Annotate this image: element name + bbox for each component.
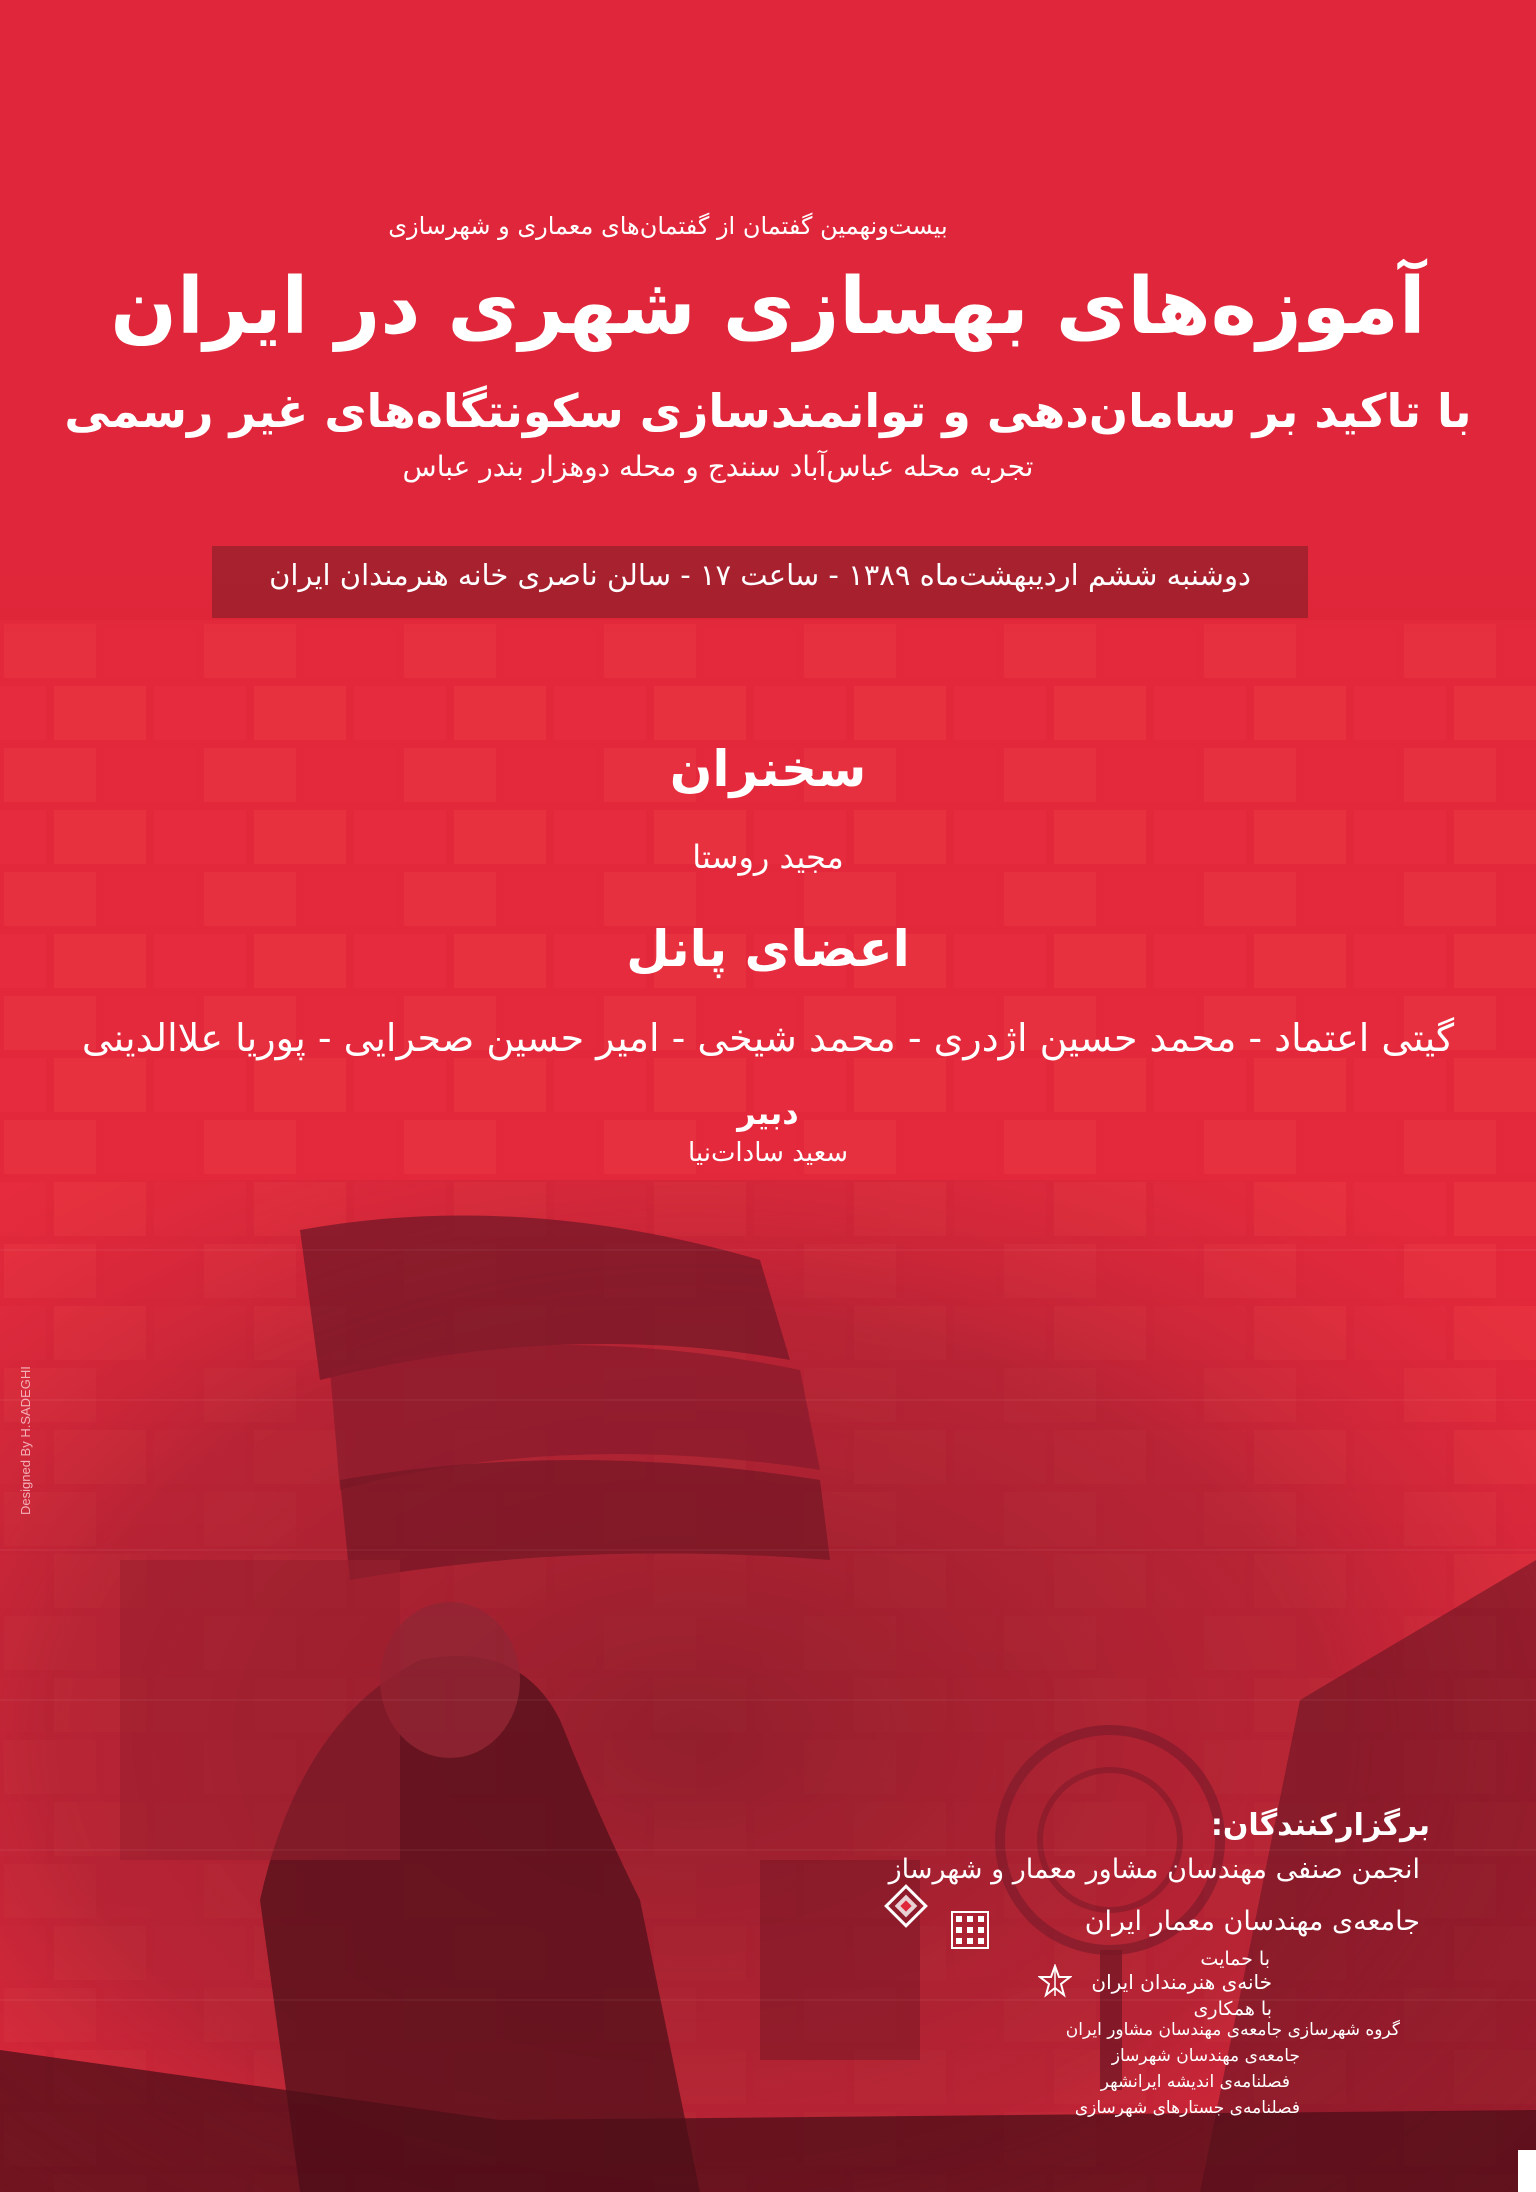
moderator-name: سعید سادات‌نیا <box>687 1138 849 1168</box>
speaker-name: مجید روستا <box>692 838 844 876</box>
collaborator-3: فصلنامه‌ی اندیشه ایرانشهر <box>1100 2072 1290 2092</box>
scan-edge <box>1518 2150 1536 2192</box>
grid-logo-icon <box>950 1910 990 1950</box>
moderator-heading: دبیر <box>737 1094 799 1132</box>
diamond-logo-icon <box>884 1884 928 1928</box>
organizers-block <box>888 1808 1450 2148</box>
collaborator-1: گروه شهرسازی جامعه‌ی مهندسان مشاور ایران <box>1065 2020 1400 2040</box>
designer-credit <box>10 1300 40 1520</box>
organizer-2 <box>1085 1906 1420 1937</box>
series-label: بیست‌ونهمین گفتمان از گفتمان‌های معماری و شهرسازی <box>388 212 948 240</box>
event-date-line: دوشنبه ششم اردیبهشت‌ماه ۱۳۸۹ - ساعت ۱۷ - سالن ناصری خانه هنرمندان ایران <box>269 558 1251 592</box>
panel-members: گیتی اعتماد - محمد حسین اژدری - محمد شیخی - امیر حسین صحرایی - پوریا علاالدینی <box>81 1016 1455 1060</box>
collaborator-4: فصلنامه‌ی جستارهای شهرسازی <box>1074 2098 1300 2118</box>
organizer-1-label: انجمن صنفی مهندسان مشاور معمار و شهرساز <box>888 1854 1420 1885</box>
designer-credit-text: Designed By H.SADEGHI <box>18 1366 33 1515</box>
support-org: خانه‌ی هنرمندان ایران <box>1091 1970 1272 1994</box>
poster-title: آموزه‌های بهسازی شهری در ایران <box>110 262 1426 352</box>
organizers-heading: برگزارکنندگان: <box>1210 1808 1430 1843</box>
speakers-heading: سخنران <box>669 740 867 798</box>
collaborator-2: جامعه‌ی مهندسان شهرساز <box>1111 2046 1300 2066</box>
poster-subtitle: با تاکید بر سامان‌دهی و توانمندسازی سکونتگاه‌های غیر رسمی <box>64 384 1472 438</box>
support-heading: با حمایت <box>1200 1948 1270 1970</box>
panel-heading: اعضای پانل <box>626 920 910 978</box>
star-logo-icon <box>1038 1964 1072 1998</box>
collaboration-heading: با همکاری <box>1193 1998 1272 2020</box>
organizer-1 <box>889 1854 1420 1885</box>
experience-line: تجربه محله عباس‌آباد سنندج و محله دوهزار بندر عباس <box>402 450 1034 483</box>
organizer-2-label: جامعه‌ی مهندسان معمار ایران <box>1084 1906 1420 1937</box>
